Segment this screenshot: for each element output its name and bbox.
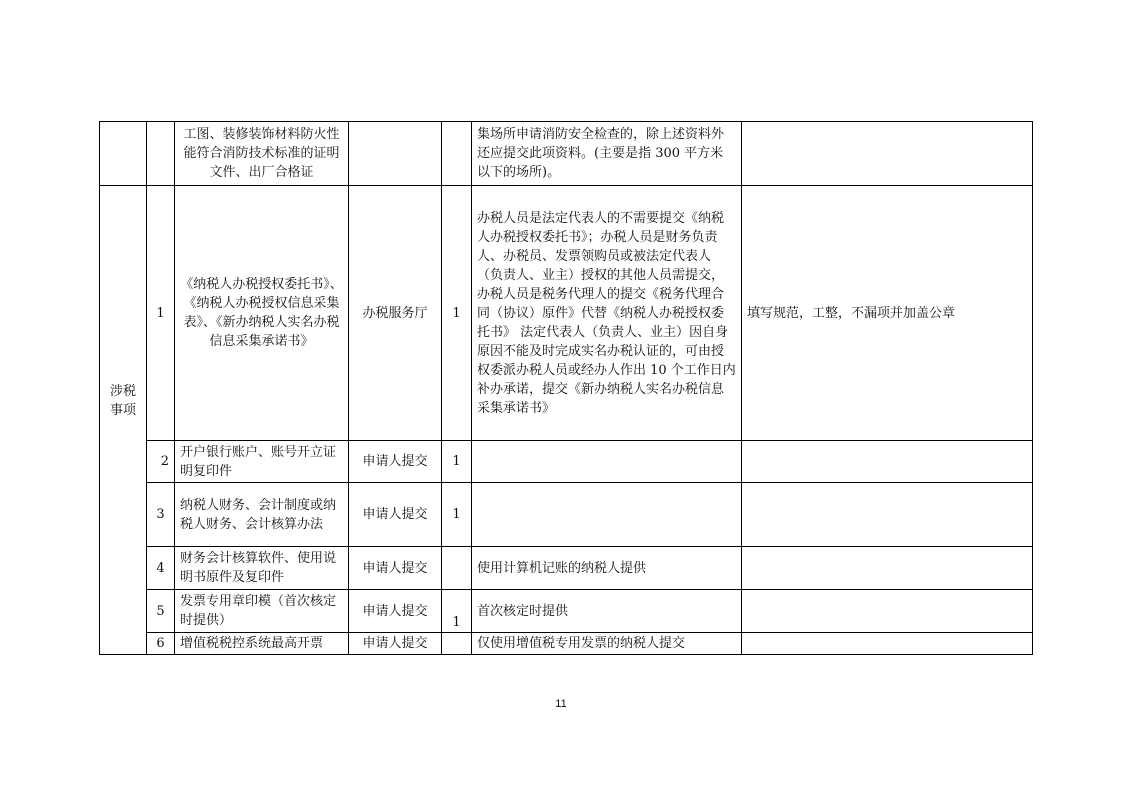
no-cell: 5 bbox=[147, 590, 175, 633]
item-cell: 工图、装修装饰材料防火性能符合消防技术标准的证明文件、出厂合格证 bbox=[175, 122, 349, 186]
note-cell: 仅使用增值税专用发票的纳税人提交 bbox=[472, 633, 742, 655]
item-cell: 开户银行账户、账号开立证明复印件 bbox=[175, 441, 349, 483]
table-row bbox=[100, 122, 1033, 186]
copies-cell bbox=[442, 633, 472, 655]
source-cell: 申请人提交 bbox=[349, 633, 442, 655]
category-cell bbox=[100, 122, 147, 186]
table-row bbox=[100, 633, 1033, 655]
item-cell: 发票专用章印模（首次核定时提供） bbox=[175, 590, 349, 633]
copies-cell: 1 bbox=[442, 483, 472, 547]
no-cell: 2 bbox=[147, 441, 175, 483]
copies-cell bbox=[442, 547, 472, 590]
source-cell: 申请人提交 bbox=[349, 590, 442, 633]
table-row bbox=[100, 441, 1033, 483]
source-cell: 申请人提交 bbox=[349, 547, 442, 590]
requirement-cell: 填写规范，工整，不漏项并加盖公章 bbox=[742, 186, 1033, 441]
note-cell: 集场所申请消防安全检查的，除上述资料外还应提交此项资料。(主要是指 300 平方米以下的场所)。 bbox=[472, 122, 742, 186]
requirement-cell bbox=[742, 590, 1033, 633]
item-cell: 财务会计核算软件、使用说明书原件及复印件 bbox=[175, 547, 349, 590]
copies-cell: 1 bbox=[442, 441, 472, 483]
no-cell: 6 bbox=[147, 633, 175, 655]
no-cell bbox=[147, 122, 175, 186]
no-cell: 4 bbox=[147, 547, 175, 590]
table-row bbox=[100, 590, 1033, 633]
requirement-cell bbox=[742, 483, 1033, 547]
table-row bbox=[100, 547, 1033, 590]
requirement-cell bbox=[742, 633, 1033, 655]
note-cell: 办税人员是法定代表人的不需要提交《纳税人办税授权委托书》；办税人员是财务负责人、办税员、发票领购员或被法定代表人（负责人、业主）授权的其他人员需提交，办税人员是税务代理人的提交《税务代理合同（协议）原件》代替《纳税人办税授权委托书》 法定代表人（负责人、业主）因自身原因不能及时完成实名办税认证的，可由授权委派办税人员或经办人作出 10 个工作日内补办承诺，提交《新办纳税人实名办税信息采集承诺书》 bbox=[472, 186, 742, 441]
source-cell: 申请人提交 bbox=[349, 483, 442, 547]
requirements-table bbox=[99, 121, 1033, 655]
item-cell: 增值税税控系统最高开票 bbox=[175, 633, 349, 655]
copies-cell: 1 bbox=[442, 590, 472, 633]
source-cell: 办税服务厅 bbox=[349, 186, 442, 441]
table-row bbox=[100, 483, 1033, 547]
requirement-cell bbox=[742, 441, 1033, 483]
no-cell: 3 bbox=[147, 483, 175, 547]
no-cell: 1 bbox=[147, 186, 175, 441]
note-cell bbox=[472, 441, 742, 483]
page-number: 11 bbox=[555, 698, 567, 710]
source-cell: 申请人提交 bbox=[349, 441, 442, 483]
item-cell: 《纳税人办税授权委托书》、《纳税人办税授权信息采集表》、《新办纳税人实名办税信息采集承诺书》 bbox=[175, 186, 349, 441]
note-cell: 使用计算机记账的纳税人提供 bbox=[472, 547, 742, 590]
source-cell bbox=[349, 122, 442, 186]
note-cell bbox=[472, 483, 742, 547]
note-cell: 首次核定时提供 bbox=[472, 590, 742, 633]
copies-cell bbox=[442, 122, 472, 186]
table-row bbox=[100, 186, 1033, 441]
requirement-cell bbox=[742, 547, 1033, 590]
category-cell: 涉税事项 bbox=[100, 186, 147, 655]
copies-cell: 1 bbox=[442, 186, 472, 441]
item-cell: 纳税人财务、会计制度或纳税人财务、会计核算办法 bbox=[175, 483, 349, 547]
requirement-cell bbox=[742, 122, 1033, 186]
